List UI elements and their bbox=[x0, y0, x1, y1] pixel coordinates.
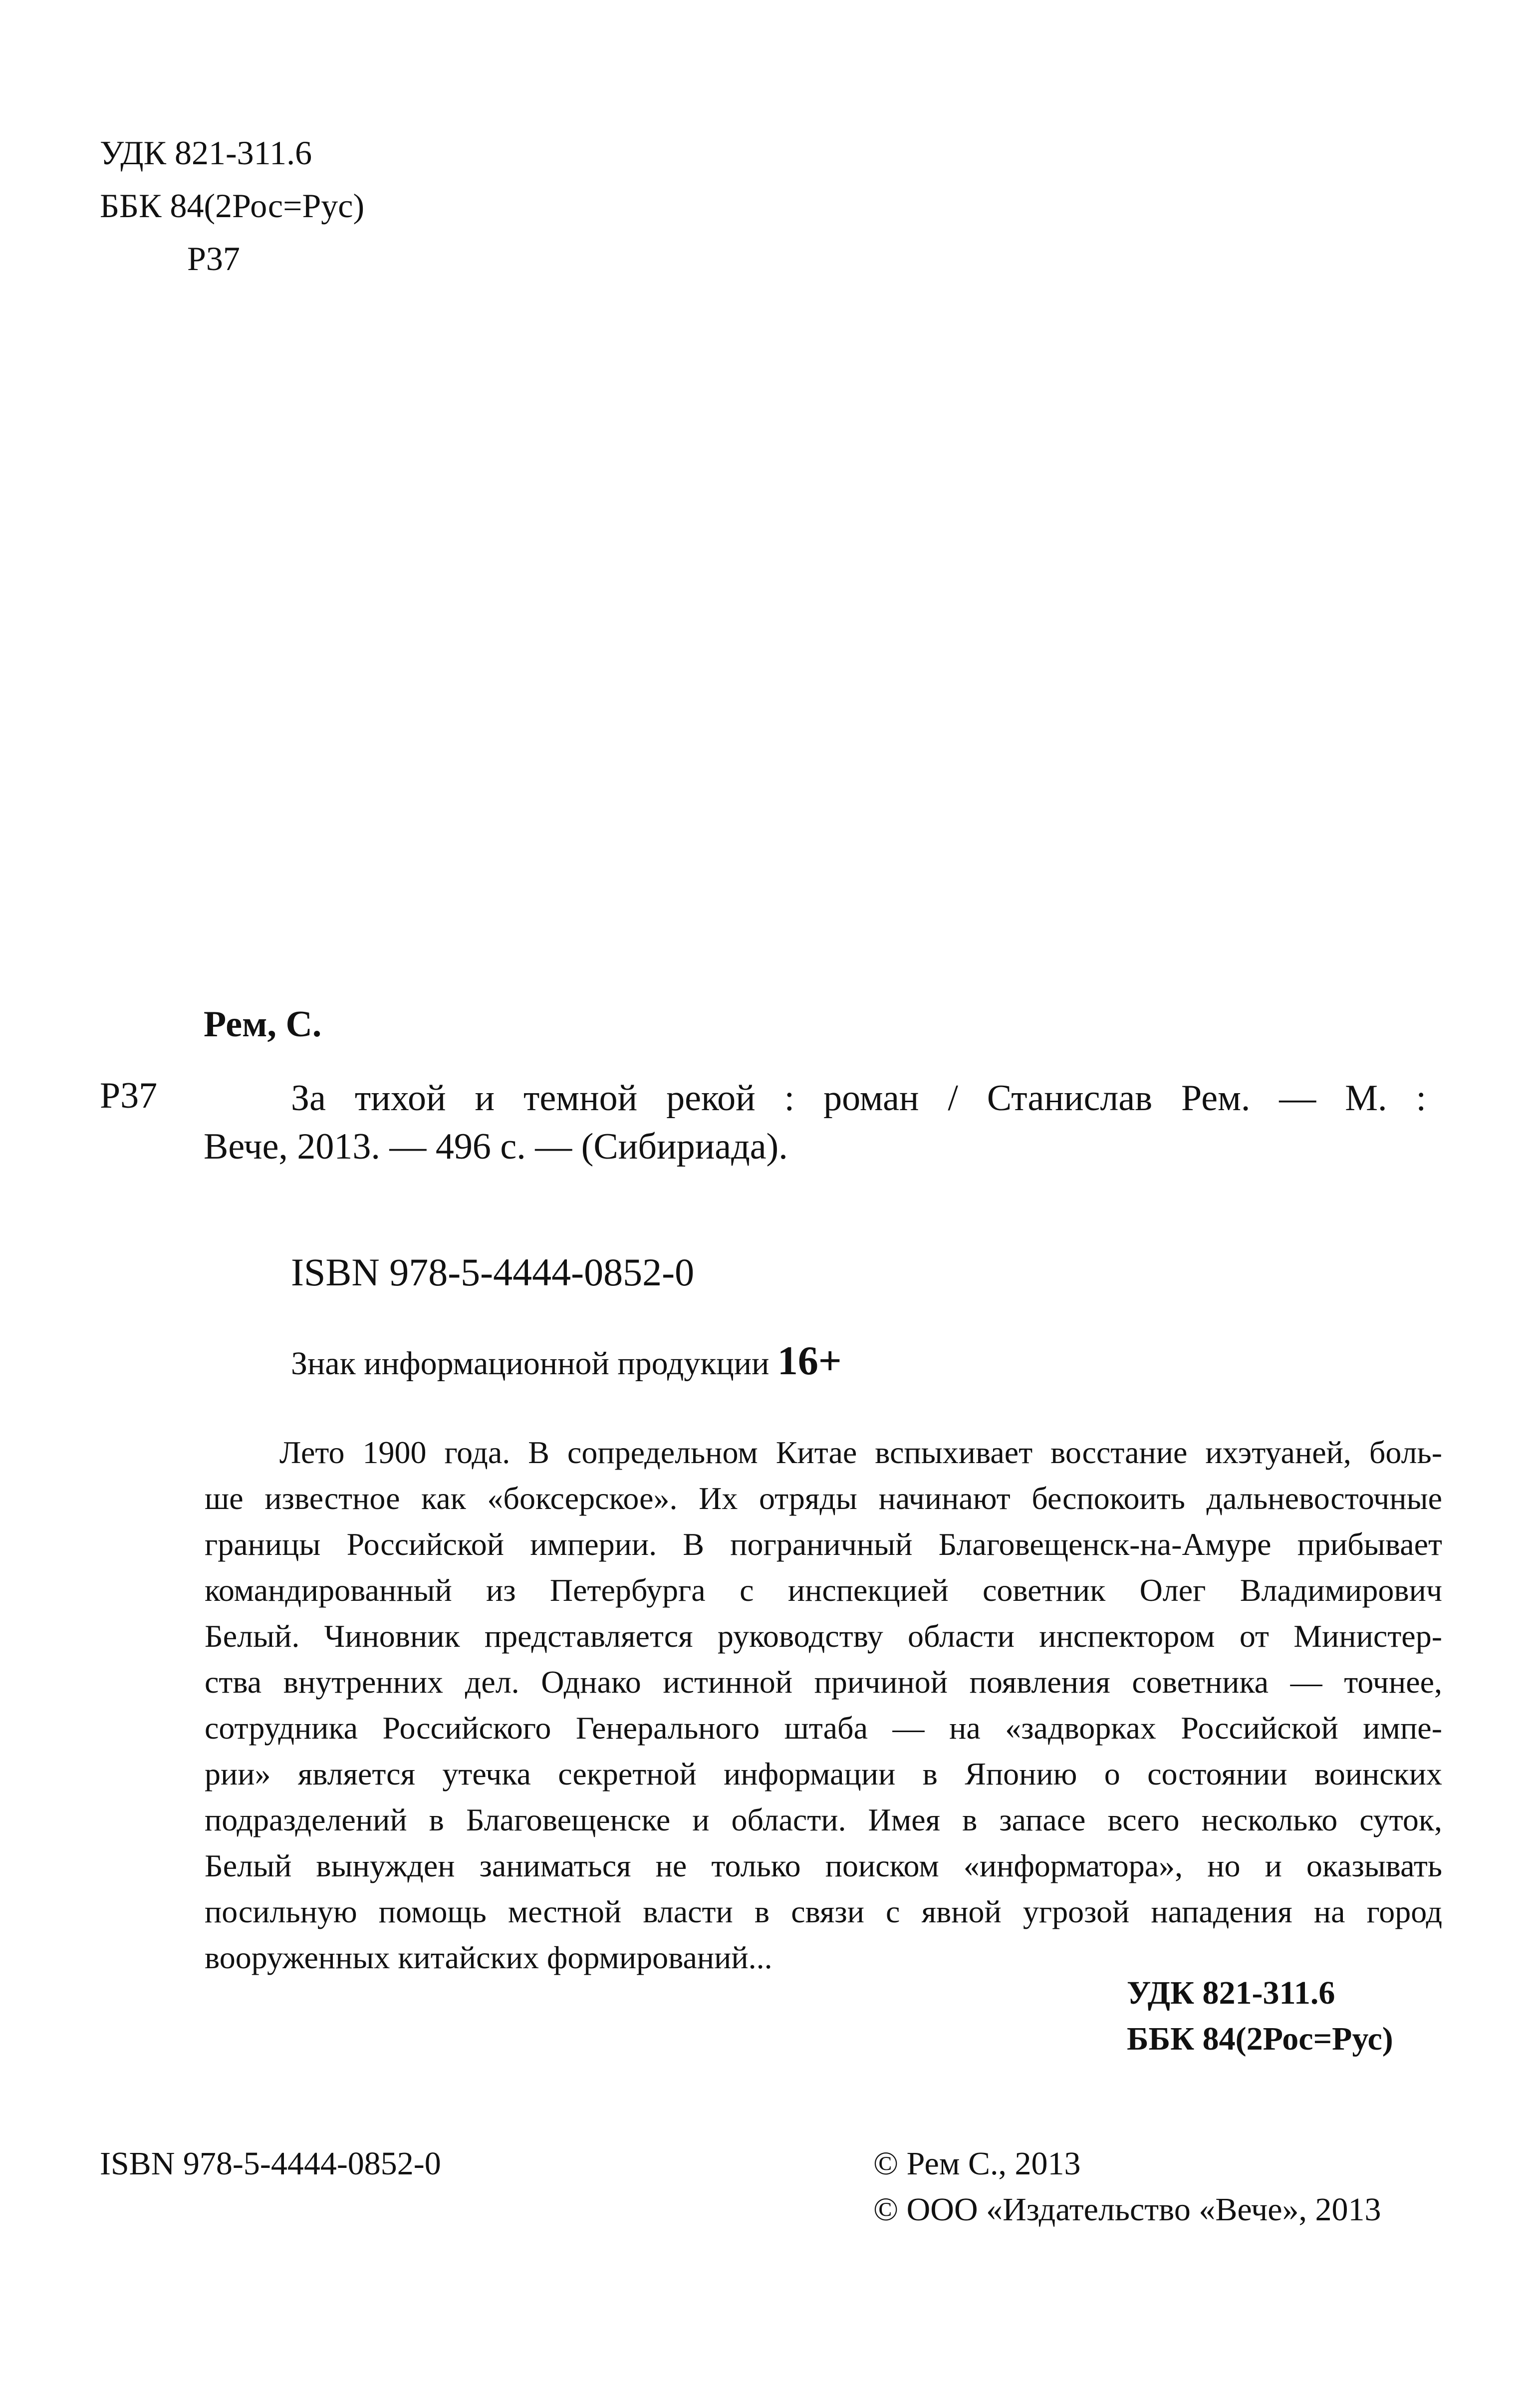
annotation-line: подразделений в Благовещенске и области. Имея в запасе всего несколько суток, bbox=[205, 1802, 1442, 1837]
annotation-line: сотрудника Российского Генерального штаба — на «задворках Российской импе- bbox=[205, 1710, 1442, 1746]
annotation-line: посильную помощь местной власти в связи с явной угрозой нападения на город bbox=[205, 1894, 1442, 1929]
annotation-line: ства внутренних дел. Однако истинной причиной появления советника — точнее, bbox=[205, 1664, 1442, 1700]
title-line-2: Вече, 2013. — 496 с. — (Сибириада). bbox=[204, 1126, 788, 1167]
annotation-line: Лето 1900 года. В сопредельном Китае вспыхивает восстание ихэтуаней, боль- bbox=[279, 1435, 1442, 1470]
annotation-line: рии» является утечка секретной информации в Японию о состоянии воинских bbox=[205, 1756, 1442, 1792]
age-rating: 16+ bbox=[777, 1338, 842, 1383]
footer-bbk: ББК 84(2Рос=Рус) bbox=[1127, 2021, 1393, 2057]
author-name: Рем, С. bbox=[204, 1004, 322, 1045]
title-line-1: За тихой и темной рекой : роман / Станислав Рем. — М. : bbox=[291, 1078, 1426, 1119]
isbn: ISBN 978-5-4444-0852-0 bbox=[291, 1250, 695, 1294]
udk-code: УДК 821-311.6 bbox=[100, 134, 312, 172]
annotation-line: ше известное как «боксерское». Их отряды начинают беспокоить дальневосточные bbox=[205, 1481, 1442, 1516]
bbk-code: ББК 84(2Рос=Рус) bbox=[100, 187, 365, 225]
author-mark-entry: Р37 bbox=[100, 1075, 158, 1116]
annotation-line: вооруженных китайских формирований... bbox=[205, 1940, 772, 1975]
author-mark: Р37 bbox=[187, 240, 240, 278]
footer-isbn: ISBN 978-5-4444-0852-0 bbox=[100, 2145, 441, 2182]
annotation-line: Белый вынужден заниматься не только поиском «информатора», но и оказывать bbox=[205, 1848, 1442, 1883]
annotation-line: Белый. Чиновник представляется руководству области инспектором от Министер- bbox=[205, 1618, 1442, 1654]
age-label: Знак информационной продукции bbox=[291, 1345, 769, 1382]
footer-udk: УДК 821-311.6 bbox=[1127, 1975, 1335, 2011]
annotation-line: командированный из Петербурга с инспекцией советник Олег Владимирович bbox=[205, 1572, 1442, 1608]
age-rating-line bbox=[291, 1340, 842, 1381]
annotation-line: границы Российской империи. В пограничный Благовещенск-на-Амуре прибывает bbox=[205, 1526, 1442, 1562]
copyright-author: © Рем С., 2013 bbox=[873, 2145, 1081, 2182]
copyright-publisher: © ООО «Издательство «Вече», 2013 bbox=[873, 2191, 1381, 2228]
